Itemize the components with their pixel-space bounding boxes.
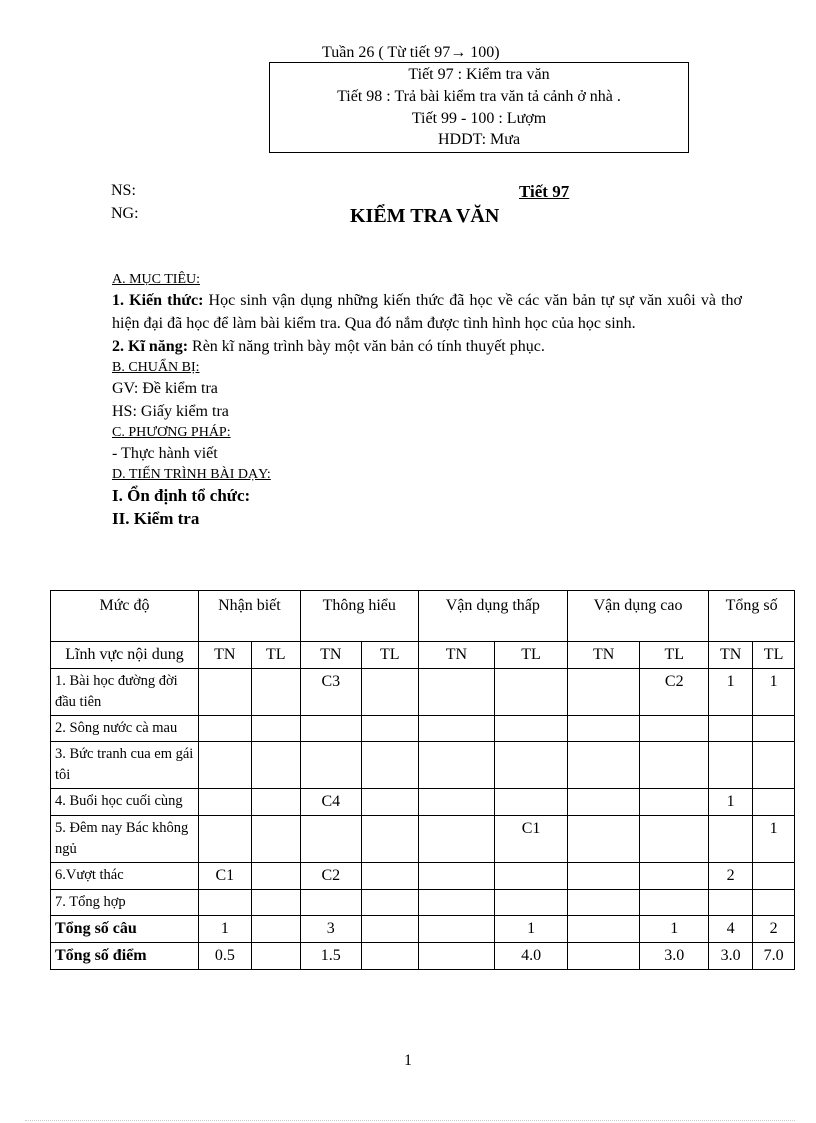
knowledge-text: Học sinh vận dụng những kiến thức đã học về các văn bản tự sự văn xuôi và thơ hiện đại đã học để làm bài kiểm tra. Qua đó nắm được tình hình học của học sinh. — [112, 292, 743, 332]
page-title: KIỂM TRA VĂN — [350, 205, 500, 227]
table-cell: C4 — [300, 789, 361, 816]
table-cell: 3 — [300, 916, 361, 943]
table-cell — [361, 669, 418, 716]
row-label: Tổng số điểm — [51, 943, 199, 970]
skill-text: Rèn kĩ năng trình bày một văn bản có tính thuyết phục. — [188, 338, 545, 355]
table-cell — [251, 669, 300, 716]
table-cell: 1 — [640, 916, 709, 943]
table-cell: 1 — [199, 916, 252, 943]
table-cell — [640, 742, 709, 789]
table-cell — [567, 816, 639, 863]
row-label: 4. Buổi học cuối cùng — [51, 789, 199, 816]
table-cell: 1 — [753, 669, 795, 716]
table-cell — [199, 789, 252, 816]
table-cell — [495, 863, 568, 890]
table-cell — [361, 916, 418, 943]
table-cell — [567, 943, 639, 970]
table-cell — [418, 716, 495, 742]
step-heading: I. Ổn định tổ chức: — [112, 486, 251, 505]
table-cell — [199, 890, 252, 916]
row-label: 3. Bức tranh cua em gái tôi — [51, 742, 199, 789]
table-cell — [251, 890, 300, 916]
table-cell — [567, 890, 639, 916]
level-cell: Nhận biết — [199, 591, 301, 642]
table-cell: 1 — [495, 916, 568, 943]
table-cell — [495, 789, 568, 816]
level-cell: Vận dụng cao — [567, 591, 708, 642]
table-cell — [418, 863, 495, 890]
week-range: Tuần 26 ( Từ tiết 97→ 100) — [322, 44, 500, 61]
table-cell: 1 — [709, 789, 753, 816]
table-cell — [495, 742, 568, 789]
table-cell — [251, 916, 300, 943]
table-cell — [495, 669, 568, 716]
test-matrix-table — [50, 590, 795, 970]
table-cell — [418, 816, 495, 863]
hs-line: HS: Giấy kiểm tra — [112, 403, 229, 420]
schedule-line: Tiết 98 : Trả bài kiểm tra văn tả cảnh ở nhà . — [337, 88, 621, 105]
table-cell — [251, 943, 300, 970]
table-cell — [199, 716, 252, 742]
table-row — [51, 716, 795, 742]
total-row — [51, 916, 795, 943]
table-cell — [709, 816, 753, 863]
table-cell — [567, 863, 639, 890]
table-cell — [495, 890, 568, 916]
table-cell — [361, 716, 418, 742]
table-cell — [361, 863, 418, 890]
table-cell — [567, 742, 639, 789]
table-cell: 3.0 — [640, 943, 709, 970]
row-label: 5. Đêm nay Bác không ngủ — [51, 816, 199, 863]
table-cell: C3 — [300, 669, 361, 716]
table-cell — [640, 816, 709, 863]
table-cell — [567, 916, 639, 943]
table-cell — [567, 789, 639, 816]
table-cell — [361, 816, 418, 863]
knowledge-lead: 1. Kiến thức: — [112, 292, 204, 309]
table-cell — [640, 890, 709, 916]
row-label: 6.Vượt thác — [51, 863, 199, 890]
table-cell — [361, 789, 418, 816]
table-cell — [251, 742, 300, 789]
sub-cell: TN — [709, 642, 753, 669]
table-cell — [418, 669, 495, 716]
table-cell: 4.0 — [495, 943, 568, 970]
table-cell — [251, 816, 300, 863]
table-cell — [418, 789, 495, 816]
table-cell — [709, 890, 753, 916]
table-cell — [640, 789, 709, 816]
table-cell — [640, 716, 709, 742]
ng-label: NG: — [111, 205, 139, 222]
table-cell: 2 — [753, 916, 795, 943]
table-cell — [300, 716, 361, 742]
section-heading: B. CHUẨN BỊ: — [112, 360, 200, 375]
table-cell — [300, 742, 361, 789]
schedule-line: Tiết 97 : Kiểm tra văn — [408, 66, 550, 83]
table-cell — [418, 943, 495, 970]
table-cell: 1 — [709, 669, 753, 716]
table-cell — [199, 669, 252, 716]
level-cell: Tổng số — [709, 591, 795, 642]
sub-cell: TN — [418, 642, 495, 669]
table-cell — [753, 863, 795, 890]
footer-divider — [25, 1120, 795, 1121]
sub-cell: TL — [753, 642, 795, 669]
table-cell: C1 — [199, 863, 252, 890]
table-cell — [361, 890, 418, 916]
sub-cell: TL — [640, 642, 709, 669]
gv-line: GV: Đề kiểm tra — [112, 380, 218, 397]
lesson-number: Tiết 97 — [519, 182, 570, 201]
table-cell — [753, 890, 795, 916]
table-cell — [709, 716, 753, 742]
table-cell — [418, 916, 495, 943]
field-header: Lĩnh vực nội dung — [51, 642, 199, 669]
sub-cell: TN — [567, 642, 639, 669]
table-cell — [300, 816, 361, 863]
table-row — [51, 863, 795, 890]
table-row — [51, 789, 795, 816]
table-row — [51, 669, 795, 716]
table-cell — [753, 742, 795, 789]
page-number: 1 — [404, 1052, 412, 1069]
table-cell — [495, 716, 568, 742]
method-line: - Thực hành viết — [112, 445, 218, 462]
table-cell: C1 — [495, 816, 568, 863]
section-heading: A. MỤC TIÊU: — [112, 272, 201, 287]
table-cell: 3.0 — [709, 943, 753, 970]
total-row — [51, 943, 795, 970]
table-row — [51, 890, 795, 916]
lesson-schedule-box — [269, 62, 689, 153]
table-row — [51, 742, 795, 789]
lesson-body — [112, 270, 742, 530]
table-cell — [567, 669, 639, 716]
row-label: 1. Bài học đường đời đầu tiên — [51, 669, 199, 716]
row-label: Tổng số câu — [51, 916, 199, 943]
sub-cell: TL — [361, 642, 418, 669]
table-cell — [418, 742, 495, 789]
step-heading: II. Kiểm tra — [112, 509, 200, 528]
row-label: 7. Tổng hợp — [51, 890, 199, 916]
table-cell: 1 — [753, 816, 795, 863]
skill-paragraph — [112, 335, 742, 358]
table-cell — [251, 863, 300, 890]
table-cell — [753, 789, 795, 816]
table-cell — [418, 890, 495, 916]
table-cell: 1.5 — [300, 943, 361, 970]
knowledge-paragraph — [112, 289, 742, 335]
table-cell — [361, 742, 418, 789]
table-cell: C2 — [300, 863, 361, 890]
row-label: 2. Sông nước cà mau — [51, 716, 199, 742]
table-cell — [567, 716, 639, 742]
schedule-line: Tiết 99 - 100 : Lượm — [411, 110, 547, 127]
skill-lead: 2. Kĩ năng: — [112, 338, 189, 355]
level-header: Mức độ — [51, 591, 199, 642]
table-cell: 4 — [709, 916, 753, 943]
section-heading: C. PHƯƠNG PHÁP: — [112, 425, 231, 440]
sub-cell: TN — [300, 642, 361, 669]
table-cell — [251, 789, 300, 816]
table-cell — [361, 943, 418, 970]
level-cell: Vận dụng thấp — [418, 591, 567, 642]
sub-cell: TL — [251, 642, 300, 669]
sub-cell: TL — [495, 642, 568, 669]
table-cell: 7.0 — [753, 943, 795, 970]
level-header-row — [51, 591, 795, 642]
table-cell: C2 — [640, 669, 709, 716]
table-cell — [640, 863, 709, 890]
table-cell — [199, 816, 252, 863]
section-heading: D. TIẾN TRÌNH BÀI DẠY: — [112, 467, 271, 482]
table-cell — [709, 742, 753, 789]
table-cell: 0.5 — [199, 943, 252, 970]
subheader-row — [51, 642, 795, 669]
table-row — [51, 816, 795, 863]
table-cell — [753, 716, 795, 742]
table-cell: 2 — [709, 863, 753, 890]
ns-label: NS: — [111, 182, 136, 199]
table-cell — [199, 742, 252, 789]
table-cell — [300, 890, 361, 916]
table-cell — [251, 716, 300, 742]
level-cell: Thông hiểu — [300, 591, 418, 642]
schedule-line: HDDT: Mưa — [437, 131, 521, 148]
sub-cell: TN — [199, 642, 252, 669]
